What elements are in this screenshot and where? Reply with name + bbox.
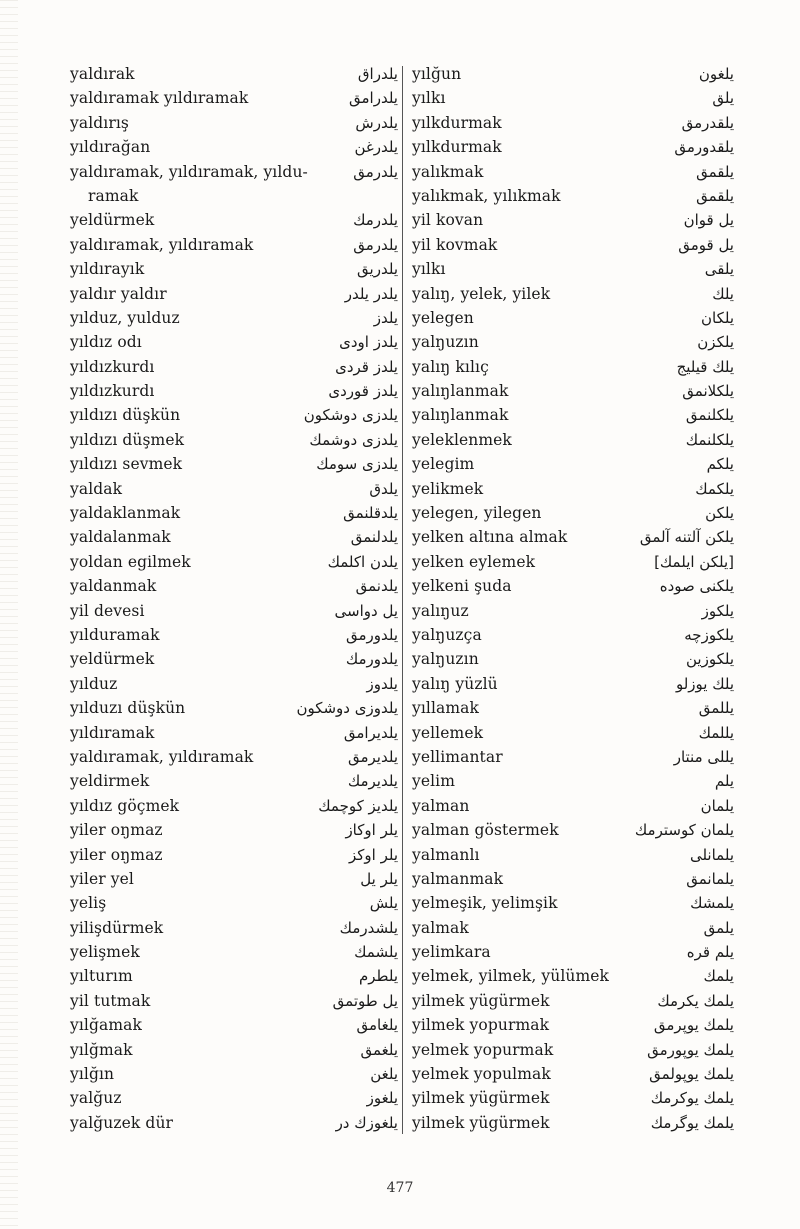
dictionary-entry [70,208,398,232]
entry-latin: yalŋuzın [412,650,479,669]
dictionary-entry [70,672,398,696]
entry-latin: yelikmek [412,479,484,498]
dictionary-entry [70,989,398,1013]
entry-arabic: يلمك يوگرمك [650,1113,734,1132]
entry-latin: yaldıramak yıldıramak [70,89,249,108]
entry-latin: yilmek yügürmek [412,1089,550,1108]
dictionary-entry [412,1086,734,1110]
dictionary-entry [412,62,734,86]
dictionary-entry [412,1038,734,1062]
dictionary-entry [412,379,734,403]
entry-latin: yılduz [70,674,118,693]
entry-arabic: يلكم [706,455,734,474]
dictionary-entry [412,403,734,427]
entry-latin: yılğun [412,65,462,83]
entry-arabic: يلدورمق [345,625,398,644]
entry-latin: yiler oŋmaz [70,821,163,840]
entry-arabic: يل قومق [678,235,734,254]
entry-latin: yiler oŋmaz [70,845,163,864]
entry-arabic: يلكمك [695,479,734,498]
entry-latin: yalıŋ, yelek, yilek [412,284,551,303]
entry-latin: yelmek yopurmak [412,1040,554,1059]
entry-arabic: يلدزى دوشكون [303,406,398,425]
entry-latin: yıllamak [412,699,480,718]
entry-latin: yalğuz [70,1089,122,1108]
entry-arabic: يلمشك [690,894,734,913]
entry-latin: yaldalanmak [70,528,171,547]
dictionary-entry [70,599,398,623]
entry-arabic: يلدن اكلمك [327,552,398,571]
entry-latin: yıldız odı [70,333,142,352]
entry-arabic: يلكلنمق [685,406,734,425]
dictionary-entry [70,843,398,867]
dictionary-entry [412,940,734,964]
entry-arabic: يلدرمق [353,162,398,181]
dictionary-entry [70,452,398,476]
entry-latin: yaldırak [70,65,135,83]
dictionary-entry [70,769,398,793]
dictionary-entry [412,184,734,208]
entry-latin: yaldır yaldır [70,284,167,303]
entry-latin: yelken altına almak [412,528,568,547]
dictionary-entry [70,1013,398,1037]
entry-arabic: يلطرم [358,967,398,986]
entry-latin: yılğmak [70,1040,133,1059]
entry-arabic: يلدزى دوشمك [309,430,398,449]
entry-arabic: يلدزى سومك [316,455,398,474]
entry-arabic: يلك يوزلو [675,674,734,693]
dictionary-entry [70,355,398,379]
dictionary-entry [70,501,398,525]
dictionary-entry [70,623,398,647]
entry-latin: yalman göstermek [412,821,559,840]
entry-arabic: يلمك يكرمك [657,991,734,1010]
entry-latin: yeliş [70,894,107,913]
entry-latin: yelken eylemek [412,552,536,571]
dictionary-entry [412,501,734,525]
entry-latin: yelegen, yilegen [412,504,542,523]
entry-latin: yalğuzek dür [70,1113,174,1132]
entry-arabic: يلكلنمك [685,430,734,449]
entry-arabic: يلدز اودى [339,333,398,352]
entry-latin: yalıŋlanmak [412,382,509,401]
entry-latin: yilişdürmek [70,918,164,937]
entry-arabic: يلدراق [357,65,398,83]
dictionary-entry [412,867,734,891]
right-column [412,62,734,1135]
entry-latin: yılkdurmak [412,138,502,157]
entry-latin: yilmek yopurmak [412,1016,550,1035]
entry-latin: yıldızı düşkün [70,406,181,425]
entry-latin: yelegen [412,308,474,327]
dictionary-entry [70,62,398,86]
dictionary-entry [70,818,398,842]
entry-arabic: يلدرغن [354,138,398,157]
entry-latin: yılkı [412,260,446,279]
entry-latin: yılğın [70,1065,115,1084]
entry-arabic: يلشدرمك [339,918,398,937]
entry-arabic: يل قوان [683,211,734,230]
entry-arabic: يلدلنمق [350,528,398,547]
entry-latin: yil tutmak [70,991,151,1010]
entry-arabic: يلشمك [354,943,398,962]
dictionary-entry [412,282,734,306]
entry-arabic: يلدرامق [349,89,398,108]
dictionary-entry [70,1111,398,1135]
entry-arabic: يلدورمك [345,650,398,669]
entry-latin: yelmeşik, yelimşik [412,894,558,913]
dictionary-entry [70,916,398,940]
dictionary-entry [70,135,398,159]
entry-latin: yalmanmak [412,869,504,888]
dictionary-entry [412,208,734,232]
entry-arabic: يلديرمك [347,772,398,791]
entry-arabic: يلر يل [360,869,398,888]
dictionary-entry [412,769,734,793]
entry-arabic: يللمق [698,699,734,718]
entry-arabic: يلمك يوپولمق [649,1065,734,1084]
dictionary-entry [412,964,734,988]
entry-arabic: يلديز كوچمك [318,796,398,815]
entry-arabic: يلكزن [697,333,734,352]
entry-latin: yelişmek [70,943,140,962]
dictionary-entry [70,525,398,549]
entry-latin: yaldaklanmak [70,504,181,523]
dictionary-entry [412,1013,734,1037]
entry-latin: yalıŋuz [412,601,469,620]
dictionary-entry [412,623,734,647]
left-column [70,62,398,1135]
dictionary-entry [412,428,734,452]
entry-arabic: يلدر يلدر [344,284,398,303]
dictionary-entry [70,86,398,110]
dictionary-entry [70,867,398,891]
entry-latin: yalmak [412,918,469,937]
page-number: 477 [386,1180,414,1196]
entry-arabic: يلق [712,89,734,108]
entry-arabic: يلمانلى [689,845,734,864]
dictionary-entry [70,184,398,208]
entry-arabic: يلمق [703,918,734,937]
entry-arabic: يلدرمك [353,211,398,230]
dictionary-entry [70,282,398,306]
dictionary-entry [70,574,398,598]
dictionary-entry [412,647,734,671]
entry-latin: yıldıramak [70,723,155,742]
entry-latin: yelmek yopulmak [412,1065,551,1084]
entry-latin: yaldırış [70,113,129,132]
entry-arabic: يلديرامق [343,723,398,742]
entry-arabic: يلكان [700,308,734,327]
entry-latin: yil devesi [70,601,145,620]
entry-latin: yaldıramak, yıldıramak [70,747,254,766]
dictionary-entry [412,306,734,330]
entry-latin: yılduz, yulduz [70,308,180,327]
entry-latin: yoldan egilmek [70,552,191,571]
dictionary-entry [70,696,398,720]
dictionary-entry [70,379,398,403]
entry-latin: yıldızkurdı [70,357,155,376]
entry-latin: yelkeni şuda [412,577,512,596]
entry-arabic: يلقدرمق [681,113,734,132]
entry-latin: yellimantar [412,747,503,766]
dictionary-entry [412,745,734,769]
entry-arabic: يلدوزى دوشكون [296,699,398,718]
dictionary-entry [70,721,398,745]
dictionary-entry [412,599,734,623]
entry-arabic: يلدز [373,308,398,327]
dictionary-entry [70,1086,398,1110]
entry-latin: yiler yel [70,869,134,888]
entry-latin: yıldırayık [70,260,145,279]
entry-arabic: يلدرش [355,113,398,132]
dictionary-entry [412,550,734,574]
entry-arabic: يللمك [698,723,734,742]
entry-arabic: يلكوزچه [684,625,734,644]
page-edge-speckle [0,0,18,1229]
entry-arabic: يلمك يوپورمق [647,1040,734,1059]
entry-latin: yalıkmak, yılıkmak [412,186,561,205]
entry-latin: yelimkara [412,943,491,962]
entry-arabic: يل دواسى [334,601,398,620]
entry-arabic: [يلكن ايلمك] [654,552,734,571]
dictionary-entry [70,257,398,281]
entry-latin: yaldıramak, yıldıramak [70,235,254,254]
dictionary-entry [412,330,734,354]
entry-arabic: يلكن [705,504,734,523]
dictionary-entry [70,1062,398,1086]
entry-latin: yalıŋlanmak [412,406,509,425]
entry-arabic: يلكوزين [685,650,734,669]
dictionary-entry [412,721,734,745]
entry-latin: yılkı [412,89,446,108]
dictionary-entry [412,355,734,379]
entry-arabic: يلمان كوسترمك [634,821,734,840]
entry-arabic: يلكلانمق [682,382,734,401]
entry-arabic: يلمك يوپرمق [653,1016,734,1035]
dictionary-entry [70,647,398,671]
entry-latin: yilmek yügürmek [412,1113,550,1132]
dictionary-entry [412,916,734,940]
entry-arabic: يلكن آلتنه آلمق [639,528,734,547]
dictionary-entry [70,1038,398,1062]
entry-arabic: يلدز قردى [335,357,398,376]
dictionary-entry [70,550,398,574]
entry-arabic: يلغوزك در [335,1113,398,1132]
dictionary-entry [412,891,734,915]
entry-arabic: يلدق [369,479,398,498]
entry-latin: yelim [412,772,456,791]
entry-latin: yaldıramak, yıldıramak, yıldu- [70,162,308,181]
dictionary-entry [70,891,398,915]
entry-latin: yıldızı düşmek [70,430,185,449]
entry-latin: yıldızkurdı [70,382,155,401]
dictionary-entry [412,477,734,501]
entry-arabic: يللى منتار [673,747,734,766]
dictionary-entry [70,160,398,184]
column-divider [402,66,403,1134]
entry-latin: yalıŋ yüzlü [412,674,498,693]
entry-arabic: يلم [714,772,734,791]
entry-latin: yeldirmek [70,772,150,791]
entry-arabic: يلقمق [696,162,734,181]
entry-arabic: يلغمق [360,1040,398,1059]
dictionary-entry [412,135,734,159]
entry-latin: yeldürmek [70,211,155,230]
entry-arabic: يلغوز [366,1089,398,1108]
entry-latin: yilmek yügürmek [412,991,550,1010]
entry-arabic: يلدقلنمق [343,504,398,523]
dictionary-entry [70,794,398,818]
entry-arabic: يلغامق [356,1016,398,1035]
entry-latin: yılduzı düşkün [70,699,186,718]
entry-latin: yılğamak [70,1016,142,1035]
entry-arabic: يلكوز [701,601,734,620]
entry-latin: yelmek, yilmek, yülümek [412,967,610,986]
entry-latin: yalŋuzın [412,333,479,352]
entry-arabic: يلمانمق [686,869,734,888]
entry-latin: yıldızı sevmek [70,455,183,474]
entry-arabic: يلش [369,894,398,913]
entry-latin: yıldırağan [70,138,151,157]
dictionary-entry [70,428,398,452]
dictionary-entry [412,86,734,110]
dictionary-entry [412,257,734,281]
entry-arabic: يلغن [370,1065,398,1084]
dictionary-entry [70,477,398,501]
dictionary-entry [412,794,734,818]
dictionary-entry [70,111,398,135]
dictionary-entry [412,525,734,549]
entry-latin: yelegim [412,455,475,474]
entry-latin: yalmanlı [412,845,480,864]
entry-arabic: يلدوز [366,674,398,693]
entry-latin: yaldak [70,479,123,498]
entry-latin: yalŋuzça [412,625,482,644]
entry-latin: yil kovan [412,211,484,230]
entry-latin: ramak [88,186,139,205]
dictionary-entry [412,1111,734,1135]
entry-latin: yalman [412,796,470,815]
dictionary-entry [70,233,398,257]
entry-arabic: يلك [712,284,734,303]
entry-arabic: يل طوتمق [332,991,398,1010]
entry-latin: yalıkmak [412,162,484,181]
entry-arabic: يلدرمق [353,235,398,254]
entry-arabic: يلقمق [696,186,734,205]
dictionary-entry [412,574,734,598]
entry-latin: yellemek [412,723,484,742]
entry-arabic: يلقدورمق [674,138,734,157]
dictionary-entry [412,672,734,696]
entry-latin: yılduramak [70,625,160,644]
entry-latin: yılturım [70,967,133,986]
dictionary-entry [70,964,398,988]
entry-latin: yeleklenmek [412,430,512,449]
dictionary-entry [70,745,398,769]
dictionary-entry [412,843,734,867]
entry-arabic: يلك قيليج [676,357,734,376]
entry-latin: yeldürmek [70,650,155,669]
dictionary-entry [412,111,734,135]
entry-latin: yaldanmak [70,577,157,596]
entry-arabic: يلمان [700,796,734,815]
entry-latin: yılkdurmak [412,113,502,132]
entry-arabic: يلدز قوردى [328,382,398,401]
entry-latin: yil kovmak [412,235,498,254]
dictionary-entry [412,160,734,184]
entry-arabic: يلديرمق [347,747,398,766]
entry-arabic: يلمك يوكرمك [650,1089,734,1108]
dictionary-entry [70,330,398,354]
entry-latin: yıldız göçmek [70,796,180,815]
dictionary-entry [412,233,734,257]
entry-arabic: يلدريق [357,260,398,279]
dictionary-entry [412,452,734,476]
dictionary-entry [70,940,398,964]
dictionary-entry [412,696,734,720]
dictionary-entry [70,403,398,427]
entry-arabic: يلغون [698,65,734,83]
entry-arabic: يلقى [704,260,734,279]
dictionary-entry [70,306,398,330]
entry-latin: yalıŋ kılıç [412,357,489,376]
entry-arabic: يلمك [703,967,734,986]
entry-arabic: يلم قره [686,943,734,962]
entry-arabic: يلدنمق [355,577,398,596]
dictionary-entry [412,1062,734,1086]
dictionary-entry [412,818,734,842]
entry-arabic: يلر اوكز [348,845,398,864]
entry-arabic: يلكنى صوده [659,577,734,596]
entry-arabic: يلر اوكاز [345,821,398,840]
dictionary-entry [412,989,734,1013]
